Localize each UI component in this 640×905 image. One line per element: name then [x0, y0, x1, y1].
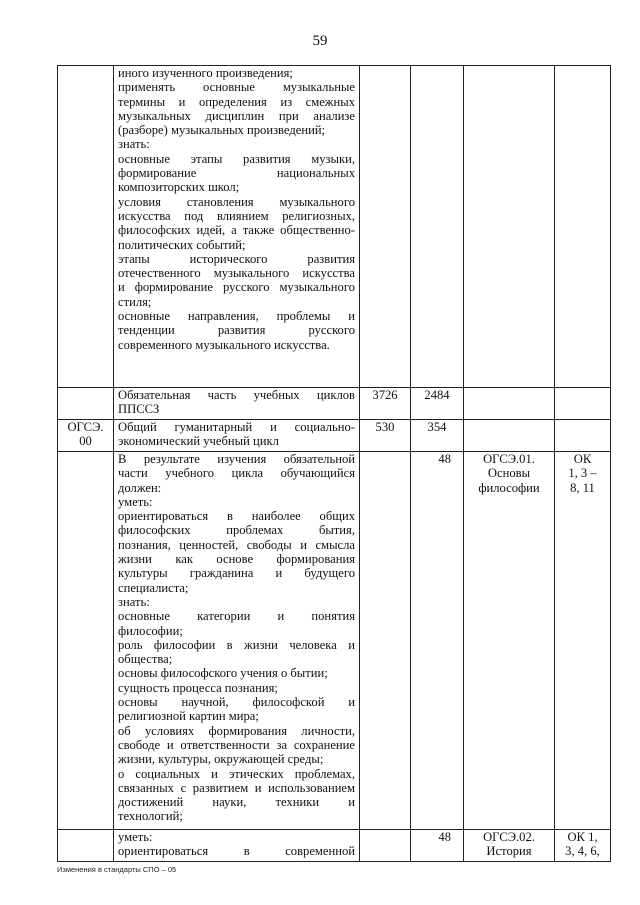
requirements-cell: [114, 420, 360, 452]
requirement-line: знать:: [118, 137, 150, 152]
requirement-line: сущность процесса познания;: [118, 680, 278, 695]
requirement-line: культуры гражданина и будущего: [118, 566, 355, 581]
table-body: [58, 66, 611, 862]
requirement-line: должен:: [118, 480, 162, 495]
max-load-cell: 530: [360, 420, 411, 452]
requirement-line: технологий;: [118, 809, 183, 824]
requirement-line: связанных с развитием и использованием: [118, 780, 355, 795]
competency-codes: 8, 11: [570, 480, 595, 495]
standards-table: [57, 65, 611, 862]
index-code: 00: [79, 434, 92, 449]
footer-note: Изменения в стандарты СПО – 05: [57, 865, 177, 874]
requirement-line: общества;: [118, 652, 173, 667]
requirement-line: философских идей, а также общественно-: [118, 223, 355, 238]
requirements-cell: [114, 452, 360, 830]
table-row: [58, 66, 611, 388]
requirement-line: и формирование русского музыкального: [118, 280, 355, 295]
max-load-cell: [360, 452, 411, 830]
requirement-line: музыкальных дисциплин при анализе: [118, 108, 355, 123]
table-row: [58, 452, 611, 830]
requirement-line: условия становления музыкального: [118, 194, 355, 209]
total-hours-cell: [411, 66, 464, 388]
requirement-line: этапы исторического развития: [118, 251, 355, 266]
requirements-cell: [114, 66, 360, 388]
requirement-line: Общий гуманитарный и социально-: [118, 420, 355, 434]
requirement-line: религиозной картин мира;: [118, 709, 259, 724]
requirement-line: тенденции развития русского: [118, 323, 355, 338]
discipline-name: Основы: [487, 466, 531, 481]
requirement-line: (разборе) музыкальных произведений;: [118, 123, 326, 138]
competency-codes: 3, 4, 6,: [565, 844, 600, 859]
discipline-name: ОГСЭ.02.: [483, 830, 535, 844]
requirement-line: уметь:: [118, 830, 153, 844]
requirement-line: стиля;: [118, 294, 152, 309]
discipline-name: История: [486, 844, 532, 859]
index-cell: [58, 452, 114, 830]
discipline-cell: [464, 830, 555, 862]
requirement-line: В результате изучения обязательной: [118, 452, 355, 466]
max-load-cell: 3726: [360, 388, 411, 420]
competency-codes: ОК: [573, 452, 592, 466]
competencies-cell: [555, 66, 611, 388]
requirement-line: термины и определения из смежных: [118, 94, 355, 109]
requirement-line: основные направления, проблемы и: [118, 309, 355, 324]
total-hours-cell: 48: [411, 452, 464, 830]
max-load-cell: [360, 830, 411, 862]
requirement-line: уметь:: [118, 494, 153, 509]
requirement-line: части учебного цикла обучающийся: [118, 466, 355, 481]
competencies-cell: [555, 388, 611, 420]
requirement-line: композиторских школ;: [118, 180, 240, 195]
total-hours-cell: 48: [411, 830, 464, 862]
discipline-name: ОГСЭ.01.: [483, 452, 535, 466]
requirement-line: ориентироваться в современной: [118, 844, 355, 859]
requirement-line: достижений науки, техники и: [118, 795, 355, 810]
table-row: [58, 420, 611, 452]
requirement-line: формирование национальных: [118, 166, 355, 181]
requirements-cell: [114, 388, 360, 420]
requirement-line: ориентироваться в наиболее общих: [118, 509, 355, 524]
requirement-line: философии;: [118, 623, 183, 638]
requirement-line: экономический учебный цикл: [118, 434, 279, 449]
competency-codes: ОК 1,: [567, 830, 598, 844]
requirement-line: роль философии в жизни человека и: [118, 637, 355, 652]
discipline-cell: [464, 420, 555, 452]
requirement-line: политических событий;: [118, 237, 246, 252]
requirement-line: свободе и ответственности за сохранение: [118, 737, 355, 752]
requirement-line: знать:: [118, 594, 150, 609]
requirement-line: основные этапы развития музыки,: [118, 151, 355, 166]
requirement-line: Обязательная часть учебных циклов: [118, 388, 355, 402]
requirement-line: иного изученного произведения;: [118, 66, 293, 80]
index-cell: [58, 388, 114, 420]
competencies-cell: [555, 830, 611, 862]
requirement-line: познания, ценностей, свободы и смысла: [118, 537, 355, 552]
total-hours-cell: 2484: [411, 388, 464, 420]
requirement-line: современного музыкального искусства.: [118, 337, 330, 352]
discipline-cell: [464, 452, 555, 830]
index-cell: [58, 830, 114, 862]
requirement-line: отечественного музыкального искусства: [118, 266, 355, 281]
table-row: [58, 388, 611, 420]
index-cell: [58, 420, 114, 452]
requirement-line: ППССЗ: [118, 402, 160, 417]
requirement-line: применять основные музыкальные: [118, 80, 355, 95]
requirement-line: основные категории и понятия: [118, 609, 355, 624]
discipline-cell: [464, 388, 555, 420]
requirement-line: основы философского учения о бытии;: [118, 666, 328, 681]
requirement-line: искусства под влиянием религиозных,: [118, 208, 355, 223]
competencies-cell: [555, 420, 611, 452]
competency-codes: 1, 3 –: [568, 466, 597, 481]
requirement-line: о социальных и этических проблемах,: [118, 766, 355, 781]
requirement-line: специалиста;: [118, 580, 189, 595]
competencies-cell: [555, 452, 611, 830]
max-load-cell: [360, 66, 411, 388]
discipline-cell: [464, 66, 555, 388]
requirements-cell: [114, 830, 360, 862]
table-row: [58, 830, 611, 862]
page-number: 59: [312, 33, 328, 49]
requirement-line: жизни как основе формирования: [118, 552, 355, 567]
requirement-line: основы научной, философской и: [118, 695, 355, 710]
index-code: ОГСЭ.: [67, 420, 104, 434]
index-cell: [58, 66, 114, 388]
requirement-line: жизни, культуры, окружающей среды;: [118, 752, 324, 767]
requirement-line: об условиях формирования личности,: [118, 723, 355, 738]
discipline-name: философии: [478, 480, 540, 495]
total-hours-cell: 354: [411, 420, 464, 452]
requirement-line: философских проблемах бытия,: [118, 523, 355, 538]
